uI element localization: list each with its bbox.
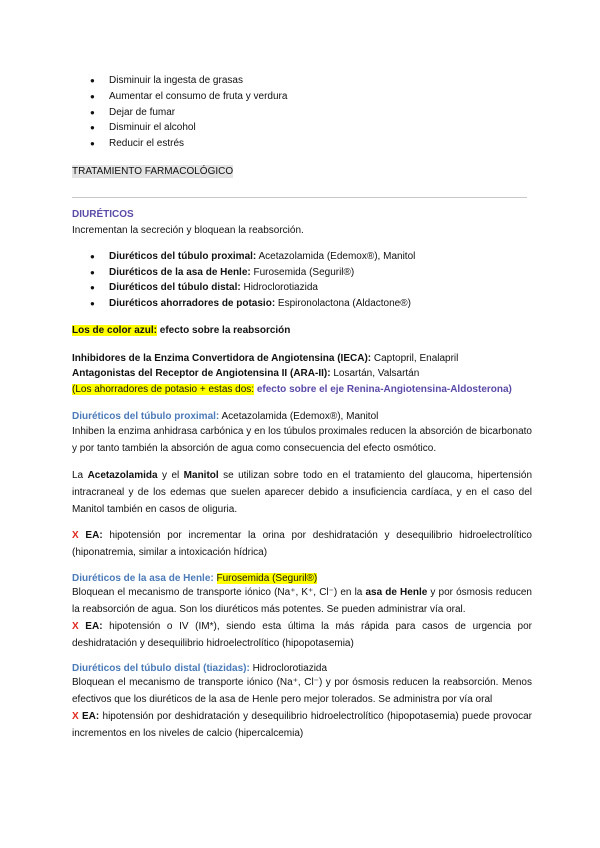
bullet-dot: ● [90, 76, 95, 85]
diureticos-heading: DIURÉTICOS [72, 209, 134, 220]
diuretic-type-item: Diuréticos del túbulo proximal: Acetazolamida (Edemox®), Manitol [109, 251, 416, 262]
bullet-dot: ● [90, 252, 95, 261]
proximal-usage-paragraph: La Acetazolamida y el Manitol se utilizan sobre todo en el tratamiento del glaucoma, hipertensión intracraneal y de los edemas que suelen aparecer debido a insuficiencia cardíaca, y en el caso del Manitol también en casos de oliguria. [72, 470, 533, 515]
proximal-heading: Diuréticos del túbulo proximal: Acetazolamida (Edemox®), Manitol [72, 411, 379, 422]
ieca-line: Inhibidores de la Enzima Convertidora de Angiotensina (IECA): Captopril, Enalapril [72, 353, 459, 364]
lifestyle-item: Dejar de fumar [109, 107, 176, 118]
x-mark: X [72, 530, 79, 541]
distal-paragraph: Bloquean el mecanismo de transporte iónico (Na⁺, Cl⁻) y por ósmosis reducen la reabsorción. Menos efectivos que los diuréticos de la asa de Henle pero mejor tolerados. Se administra por vía oral [72, 677, 532, 705]
henle-paragraph: Bloquean el mecanismo de transporte iónico (Na⁺, K⁺, Cl⁻) en la asa de Henle y por ósmosis reducen la reabsorción de agua. Son los diuréticos más potentes. Se pueden administrar vía oral. [72, 587, 532, 615]
x-mark: X [72, 711, 79, 722]
x-mark: X [72, 621, 79, 632]
bullet-dot: ● [90, 283, 95, 292]
henle-heading: Diuréticos de la asa de Henle: Furosemida (Seguril®) [72, 573, 318, 584]
proximal-ea: X EA: hipotensión por incrementar la orina por deshidratación y desequilibrio hidroelectrolítico (hiponatremia, similar a intoxicación hídrica) [72, 530, 532, 558]
horizontal-divider [72, 197, 527, 198]
distal-heading: Diuréticos del túbulo distal (tiazidas): Hidroclorotiazida [72, 663, 328, 674]
lifestyle-item: Aumentar el consumo de fruta y verdura [109, 91, 288, 102]
diuretic-type-item: Diuréticos ahorradores de potasio: Espironolactona (Aldactone®) [109, 298, 411, 309]
diureticos-intro: Incrementan la secreción y bloquean la reabsorción. [72, 225, 304, 236]
bullet-dot: ● [90, 92, 95, 101]
section-title: TRATAMIENTO FARMACOLÓGICO [72, 166, 234, 177]
lifestyle-item: Disminuir la ingesta de grasas [109, 75, 243, 86]
bullet-dot: ● [90, 268, 95, 277]
bullet-dot: ● [90, 108, 95, 117]
bullet-dot: ● [90, 299, 95, 308]
ara-line: Antagonistas del Receptor de Angiotensina II (ARA-II): Losartán, Valsartán [72, 368, 420, 379]
proximal-paragraph: Inhiben la enzima anhidrasa carbónica y en los túbulos proximales reducen la absorción de bicarbonato y por tanto también la absorción de agua como consecuencia del efecto osmótico. [72, 426, 532, 454]
lifestyle-item: Disminuir el alcohol [109, 122, 196, 133]
henle-ea: X EA: hipotensión o IV (IM*), siendo esta última la más rápida para casos de urgencia por deshidratación y desequilibrio hidroelectrolítico (hipopotasemia) [72, 621, 532, 649]
bullet-dot: ● [90, 139, 95, 148]
diuretic-type-item: Diuréticos de la asa de Henle: Furosemida (Seguril®) [109, 267, 355, 278]
blue-color-note: Los de color azul: efecto sobre la reabsorción [72, 325, 291, 336]
distal-ea: X EA: hipotensión por deshidratación y desequilibrio hidroelectrolítico (hipopotasemia) puede provocar incrementos en los niveles de calcio (hipercalcemia) [72, 711, 532, 739]
lifestyle-item: Reducir el estrés [109, 138, 185, 149]
diuretic-type-item: Diuréticos del túbulo distal: Hidroclorotiazida [109, 282, 318, 293]
bullet-dot: ● [90, 123, 95, 132]
raa-note: (Los ahorradores de potasio + estas dos: efecto sobre el eje Renina-Angiotensina-Aldosterona) [72, 384, 512, 395]
